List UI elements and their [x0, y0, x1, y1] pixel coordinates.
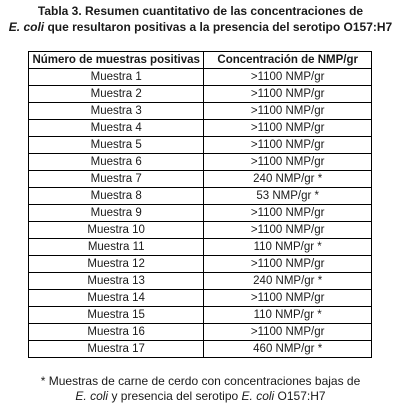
sample-name-cell: Muestra 2	[29, 86, 204, 103]
table-header	[29, 52, 372, 69]
footnote-line-1: * Muestras de carne de cerdo con concentraciones bajas de	[40, 374, 361, 388]
table-caption	[0, 3, 401, 35]
sample-name-cell: Muestra 8	[29, 188, 204, 205]
table-row	[29, 69, 372, 86]
sample-name-cell: Muestra 3	[29, 103, 204, 120]
sample-name-cell: Muestra 6	[29, 154, 204, 171]
concentration-cell: 240 NMP/gr *	[204, 273, 372, 290]
concentration-cell: >1100 NMP/gr	[204, 222, 372, 239]
footnote-serotype-species: E. coli	[241, 389, 275, 403]
footnote-serotype: O157:H7	[274, 389, 326, 403]
caption-line-2	[0, 19, 401, 35]
table-row	[29, 273, 372, 290]
sample-name-cell: Muestra 7	[29, 171, 204, 188]
sample-name-cell: Muestra 15	[29, 307, 204, 324]
concentration-cell: 110 NMP/gr *	[204, 307, 372, 324]
concentration-cell: >1100 NMP/gr	[204, 256, 372, 273]
table-row	[29, 86, 372, 103]
sample-name-cell: Muestra 10	[29, 222, 204, 239]
concentration-cell: >1100 NMP/gr	[204, 154, 372, 171]
table-row	[29, 103, 372, 120]
table-row	[29, 137, 372, 154]
table-row	[29, 205, 372, 222]
table-row	[29, 188, 372, 205]
concentration-cell: >1100 NMP/gr	[204, 205, 372, 222]
sample-name-cell: Muestra 16	[29, 324, 204, 341]
table-row	[29, 341, 372, 358]
header-concentration: Concentración de NMP/gr	[204, 52, 372, 69]
header-sample-count: Número de muestras positivas	[29, 52, 204, 69]
table-row	[29, 307, 372, 324]
sample-name-cell: Muestra 17	[29, 341, 204, 358]
sample-name-cell: Muestra 9	[29, 205, 204, 222]
table-row	[29, 171, 372, 188]
sample-name-cell: Muestra 13	[29, 273, 204, 290]
footnote-text: y presencia del serotipo	[108, 389, 242, 403]
table-body	[29, 69, 372, 358]
table-row	[29, 120, 372, 137]
footnote	[0, 374, 401, 404]
table-row	[29, 239, 372, 256]
sample-name-cell: Muestra 12	[29, 256, 204, 273]
concentration-cell: 240 NMP/gr *	[204, 171, 372, 188]
concentration-cell: >1100 NMP/gr	[204, 324, 372, 341]
table-row	[29, 324, 372, 341]
sample-name-cell: Muestra 1	[29, 69, 204, 86]
sample-name-cell: Muestra 14	[29, 290, 204, 307]
table-row	[29, 222, 372, 239]
caption-species-name: E. coli	[8, 20, 45, 34]
table-row	[29, 290, 372, 307]
concentration-cell: >1100 NMP/gr	[204, 137, 372, 154]
sample-name-cell: Muestra 4	[29, 120, 204, 137]
caption-line-1: Tabla 3. Resumen cuantitativo de las concentraciones de	[37, 4, 364, 18]
caption-line-2-text: que resultaron positivas a la presencia del serotipo O157:H7	[44, 20, 393, 34]
concentration-cell: 460 NMP/gr *	[204, 341, 372, 358]
concentration-cell: >1100 NMP/gr	[204, 103, 372, 120]
concentration-cell: >1100 NMP/gr	[204, 290, 372, 307]
sample-name-cell: Muestra 5	[29, 137, 204, 154]
sample-name-cell: Muestra 11	[29, 239, 204, 256]
results-table	[28, 51, 372, 358]
concentration-cell: >1100 NMP/gr	[204, 86, 372, 103]
footnote-species-name: E. coli	[75, 389, 109, 403]
concentration-cell: >1100 NMP/gr	[204, 69, 372, 86]
header-row	[29, 52, 372, 69]
concentration-cell: 110 NMP/gr *	[204, 239, 372, 256]
footnote-line-2	[0, 389, 401, 404]
concentration-cell: 53 NMP/gr *	[204, 188, 372, 205]
table-row	[29, 154, 372, 171]
table-row	[29, 256, 372, 273]
concentration-cell: >1100 NMP/gr	[204, 120, 372, 137]
